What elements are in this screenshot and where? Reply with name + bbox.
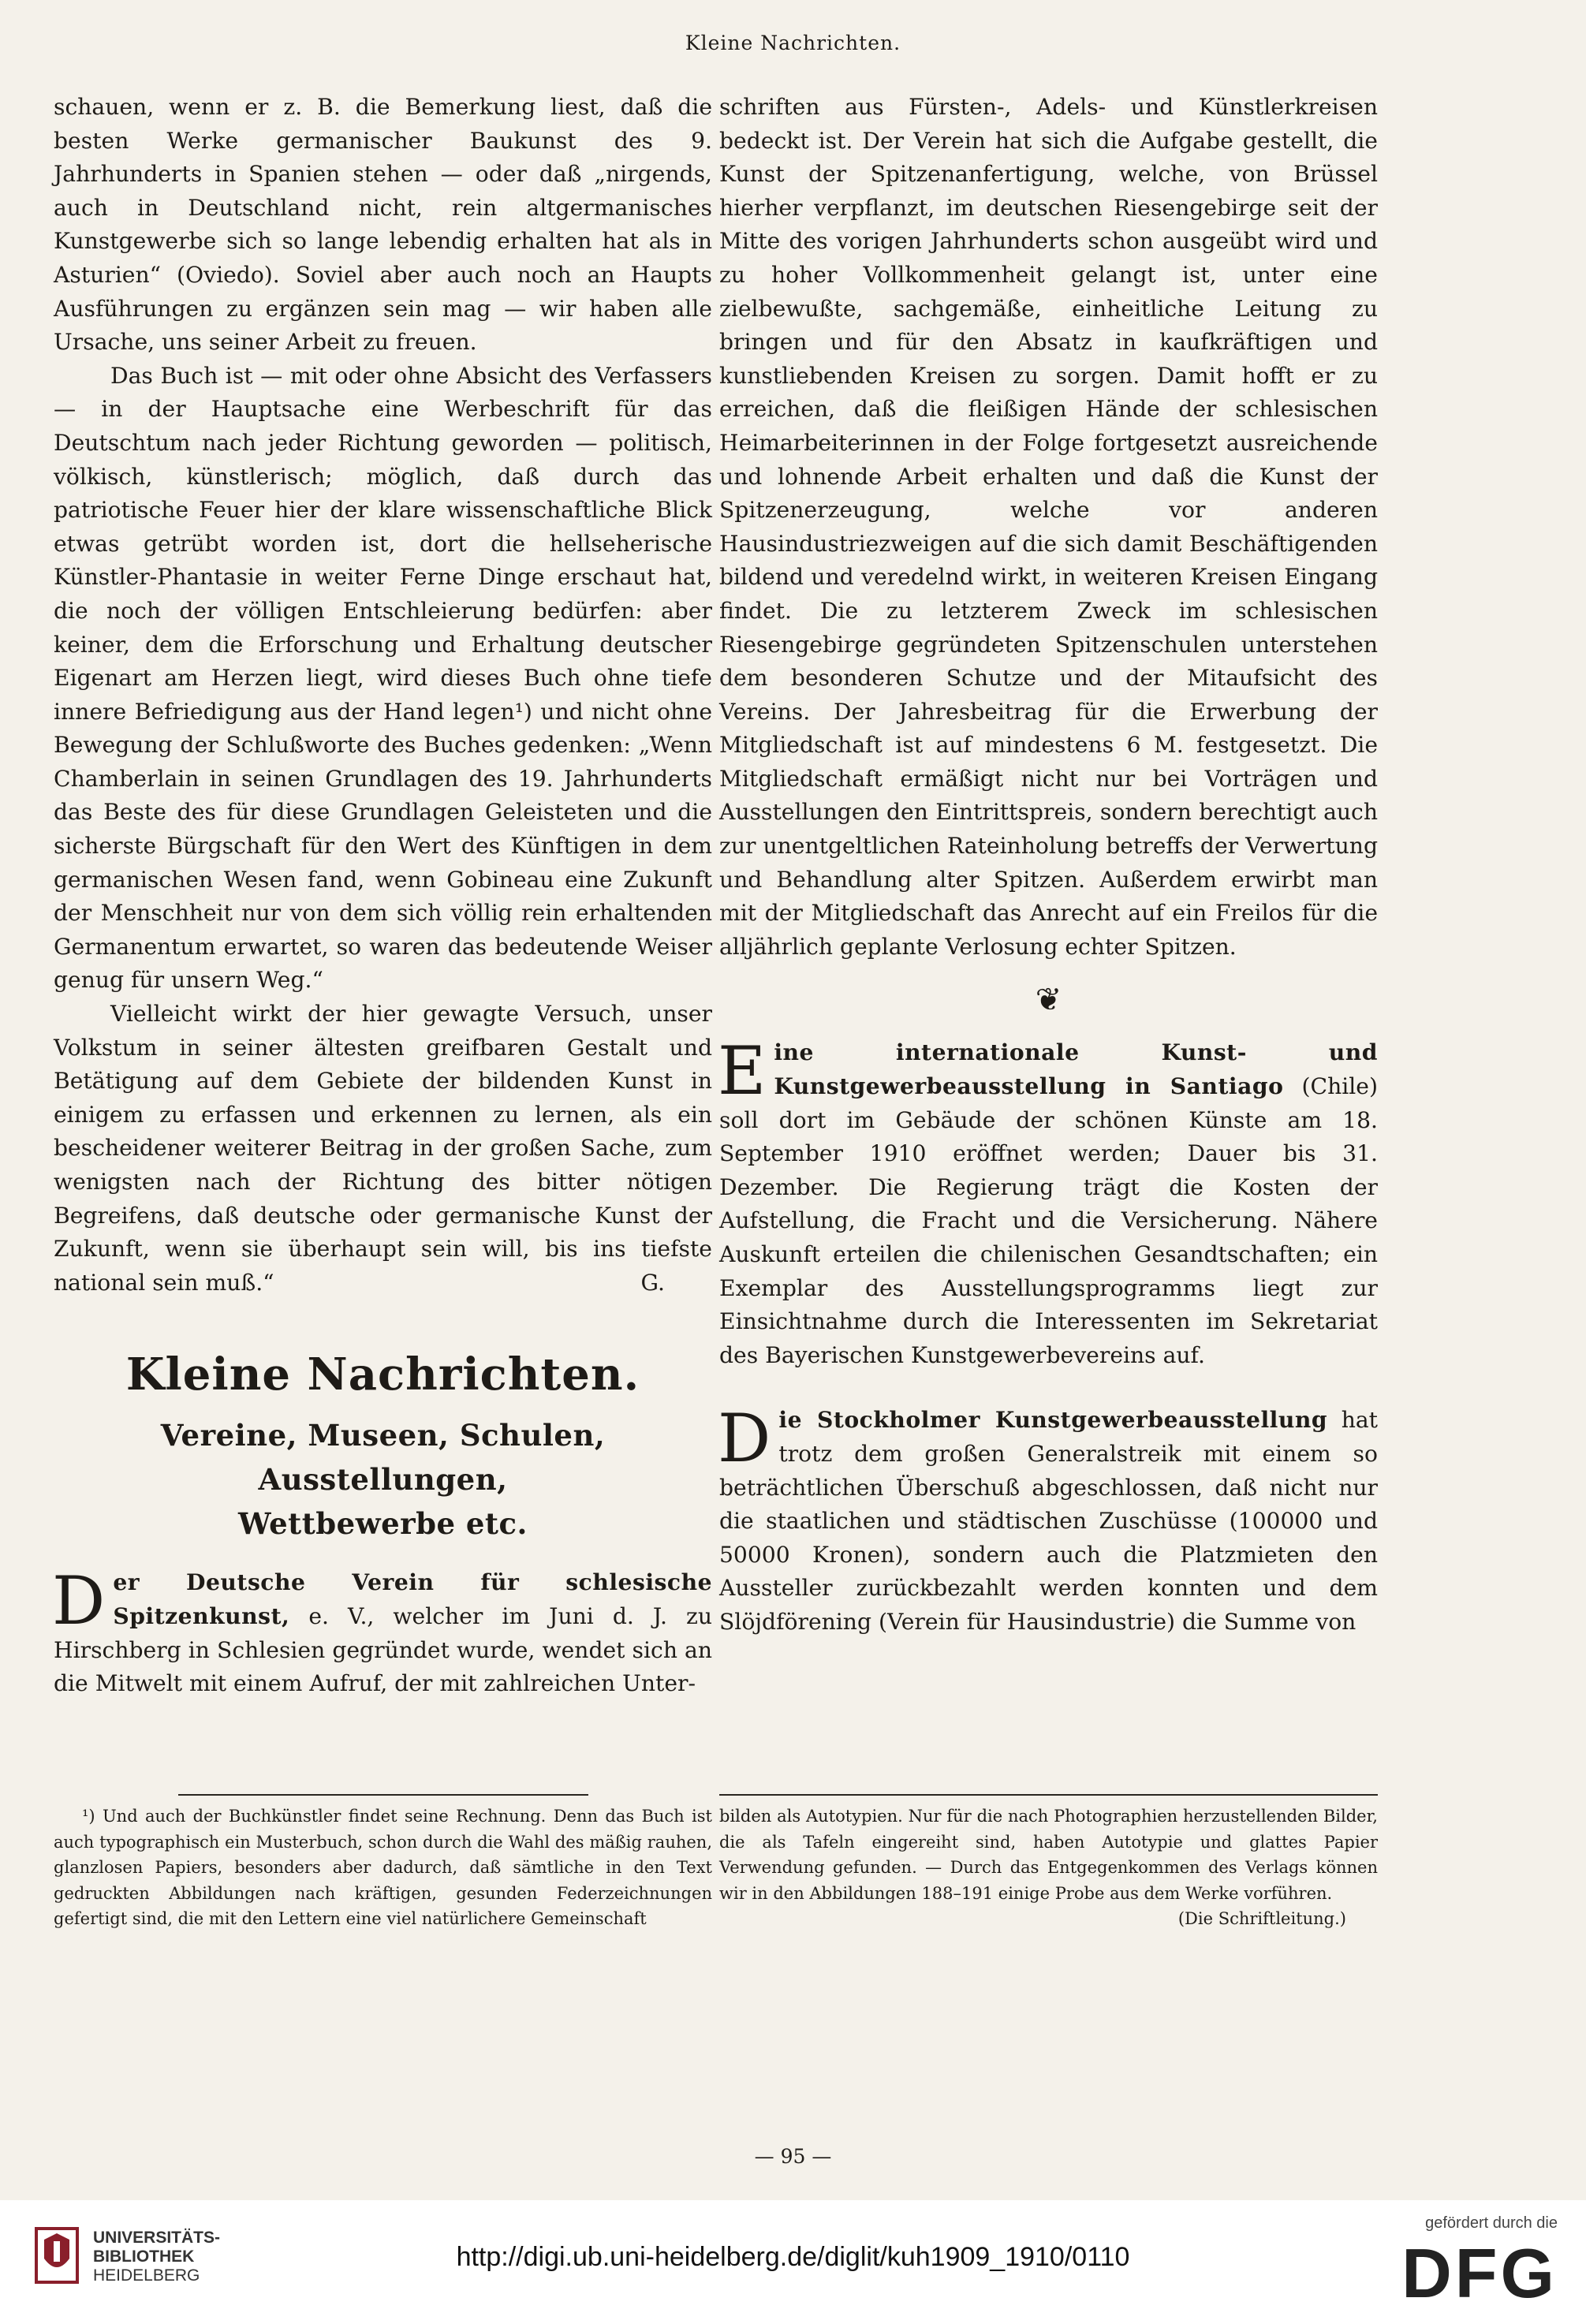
entry-heading: er Deutsche Verein für schlesische Spitzenkunst, <box>113 1569 712 1629</box>
fleuron-ornament-icon: ❦ <box>1035 982 1062 1019</box>
funded-by-label: gefördert durch die <box>1425 2214 1558 2232</box>
library-name-line: HEIDELBERG <box>93 2266 200 2285</box>
paragraph: schriften aus Fürsten-, Adels- und Künstlerkreisen bedeckt ist. Der Verein hat sich die Aufgabe gestellt, die Kunst der Spitzenanfertigung, welche, von Brüssel hierher verpflanzt, im deutschen Riesengebirge seit der Mitte des vorigen Jahrhunderts schon ausgeübt wird und zu hoher Vollkommenheit gelangt ist, unter eine zielbewußte, sachgemäße, einheitliche Leitung zu bringen und für den Absatz in kaufkräftigen und kunstliebenden Kreisen zu sorgen. Damit hofft er zu erreichen, daß die fleißigen Hände der schlesischen Heimarbeiterinnen in der Folge fortgesetzt ausreichende und lohnende Arbeit erhalten und daß die Kunst der Spitzenerzeugung, welche vor anderen Hausindustriezweigen auf die sich damit Beschäftigenden bildend und veredelnd wirkt, in weiteren Kreisen Eingang findet. Die zu letzterem Zweck im schlesischen Riesengebirge gegründeten Spitzenschulen unterstehen dem besonderen Schutze und der Mitaufsicht des Vereins. Der Jahresbeitrag für die Erwerbung der Mitgliedschaft ist auf mindestens 6 M. festgesetzt. Die Mitgliedschaft ermäßigt nicht nur bei Vorträgen und Ausstellungen den Eintrittspreis, sondern berechtigt auch zur unentgeltlichen Rateinholung betreffs der Verwertung und Behandlung alter Spitzen. Außerdem erwirbt man mit der Mitgliedschaft das Anrecht auf ein Freilos für die alljährlich geplante Verlosung echter Spitzen. <box>719 94 1378 960</box>
paragraph: Das Buch ist — mit oder ohne Absicht des Verfassers — in der Hauptsache eine Werbeschrift für das Deutschtum nach jeder Richtung geworden — politisch, völkisch, künstlerisch; möglich, daß durch das patriotische Feuer hier der klare wissenschaftliche Blick etwas getrübt worden ist, dort die hellseherische Künstler-Phantasie in weiter Ferne Dinge erschaut hat, die noch der völligen Entschleierung bedürfen: aber keiner, dem die Erforschung und Erhaltung deutscher Eigenart am Herzen liegt, wird dieses Buch ohne tiefe innere Befriedigung aus der Hand legen¹) und nicht ohne Bewegung der Schlußworte des Buches gedenken: „Wenn Chamberlain in seinen Grundlagen des 19. Jahrhunderts das Beste des für diese Grundlagen Geleisteten und die sicherste Bürgschaft für den Wert des Künftigen in dem germanischen Wesen fand, wenn Gobineau eine Zukunft der Menschheit nur von dem sich völlig rein erhaltenden Germanentum erwartet, so waren das bedeutende Weiser genug für unsern Weg.“ <box>54 362 712 994</box>
source-url[interactable]: http://digi.ub.uni-heidelberg.de/diglit/kuh1909_1910/0110 <box>456 2242 1130 2272</box>
paragraph <box>54 998 712 1300</box>
section-subtitle-2: Wettbewerbe etc. <box>238 1506 528 1542</box>
signature: G. <box>640 1269 665 1296</box>
footnote-right <box>719 1794 1378 1932</box>
library-name-line: BIBLIOTHEK <box>93 2248 195 2266</box>
right-column <box>719 91 1378 1639</box>
running-head: Kleine Nachrichten. <box>685 32 901 54</box>
news-entry <box>52 1562 712 1700</box>
entry-text: (Chile) soll dort im Gebäude der schönen Künste am 18. September 1910 eröffnet werden; Dauer bis 31. Dezember. Die Regierung trägt die Kosten der Aufstellung, die Fracht und die Versicherung. Nähere Auskunft erteilen die chilenischen Gesandtschaften; ein Exemplar des Ausstellungsprogramms liegt zur Einsichtnahme durch die Interessenten im Sekretariat des Bayerischen Kunstgewerbevereins auf. <box>719 1073 1378 1368</box>
left-column <box>54 91 712 1701</box>
entry-text: e. V., welcher im Juni d. J. zu Hirschberg in Schlesien gegründet wurde, wendet sich an die Mitwelt mit einem Aufruf, der mit zahlreichen Unter- <box>54 1602 712 1697</box>
footnote-rule <box>178 1794 588 1796</box>
section-title: Kleine Nachrichten. <box>125 1349 640 1401</box>
paragraph: schauen, wenn er z. B. die Bemerkung liest, daß die besten Werke germanischer Baukunst des 9. Jahrhunderts in Spanien stehen — oder daß „nirgends, auch in Deutschland nicht, rein altgermanisches Kunstgewerbe sich so lange lebendig erhalten hat als in Asturien“ (Oviedo). Soviel aber auch noch an Haupts Ausführungen zu ergänzen sein mag — wir haben alle Ursache, uns seiner Arbeit zu freuen. <box>54 94 712 356</box>
footnote-text: ¹) Und auch der Buchkünstler findet seine Rechnung. Denn das Buch ist auch typographisch ein Musterbuch, schon durch die Wahl des mäßig rauhen, glanzlosen Papiers, besonders aber dadurch, daß sämtliche in den Text gedruckten Abbildungen nach kräftigen, gesunden Federzeichnungen gefertigt sind, die mit den Lettern eine viel natürlichere Gemeinschaft <box>54 1807 712 1928</box>
entry-heading: ie Stockholmer Kunstgewerbeausstellung <box>778 1407 1328 1434</box>
drop-initial: D <box>52 1562 106 1640</box>
page-number: — 95 — <box>754 2145 832 2168</box>
entry-paragraph <box>52 1562 712 1700</box>
footnote-text: bilden als Autotypien. Nur für die nach Photographien herzustellenden Bilder, die als Tafeln eingereiht sind, haben Autotypie und glattes Papier Verwendung gefunden. — Durch das Entgegenkommen des Verlags können wir in den Abbildungen 188–191 einige Probe aus dem Werke vorführen. <box>719 1807 1378 1903</box>
footnote-signature: (Die Schriftleitung.) <box>1177 1909 1346 1928</box>
library-name-line: UNIVERSITÄTS- <box>93 2229 221 2247</box>
paragraph-text: Vielleicht wirkt der hier gewagte Versuch, unser Volkstum in seiner ältesten greifbaren Gestalt und Betätigung auf dem Gebiete der bildenden Kunst in einigem zu erfassen und erkennen zu lernen, als ein bescheidener weiterer Beitrag in der großen Sache, zum wenigsten nach der Richtung des bitter nötigen Begreifens, daß deutsche oder germanische Kunst der Zukunft, wenn sie überhaupt sein will, bis ins tiefste national sein muß.“ <box>54 1001 712 1296</box>
entry-paragraph <box>718 1400 1379 1639</box>
entry-heading: ine internationale Kunst- und Kunstgewerbeausstellung in Santiago <box>774 1039 1378 1100</box>
news-entry <box>718 1400 1379 1639</box>
drop-initial: D <box>718 1400 771 1478</box>
dfg-logo: DFG <box>1401 2234 1558 2312</box>
drop-initial: E <box>718 1032 767 1110</box>
footnote-left <box>54 1794 712 1932</box>
entry-text: hat trotz dem großen Generalstreik mit einem so beträchtlichen Überschuß abgeschlossen, daß nicht nur die staatlichen und städtischen Zuschüsse (100000 und 50000 Kronen), sondern auch die Platzmieten den Aussteller zurückbezahlt werden konnten und dem Slöjdförening (Verein für Hausindustrie) die Summe von <box>719 1407 1379 1635</box>
footnote-rule <box>719 1794 1378 1796</box>
section-subtitle: Vereine, Museen, Schulen, Ausstellungen, <box>160 1418 606 1498</box>
entry-paragraph <box>718 1032 1378 1372</box>
news-entry <box>718 1032 1378 1372</box>
